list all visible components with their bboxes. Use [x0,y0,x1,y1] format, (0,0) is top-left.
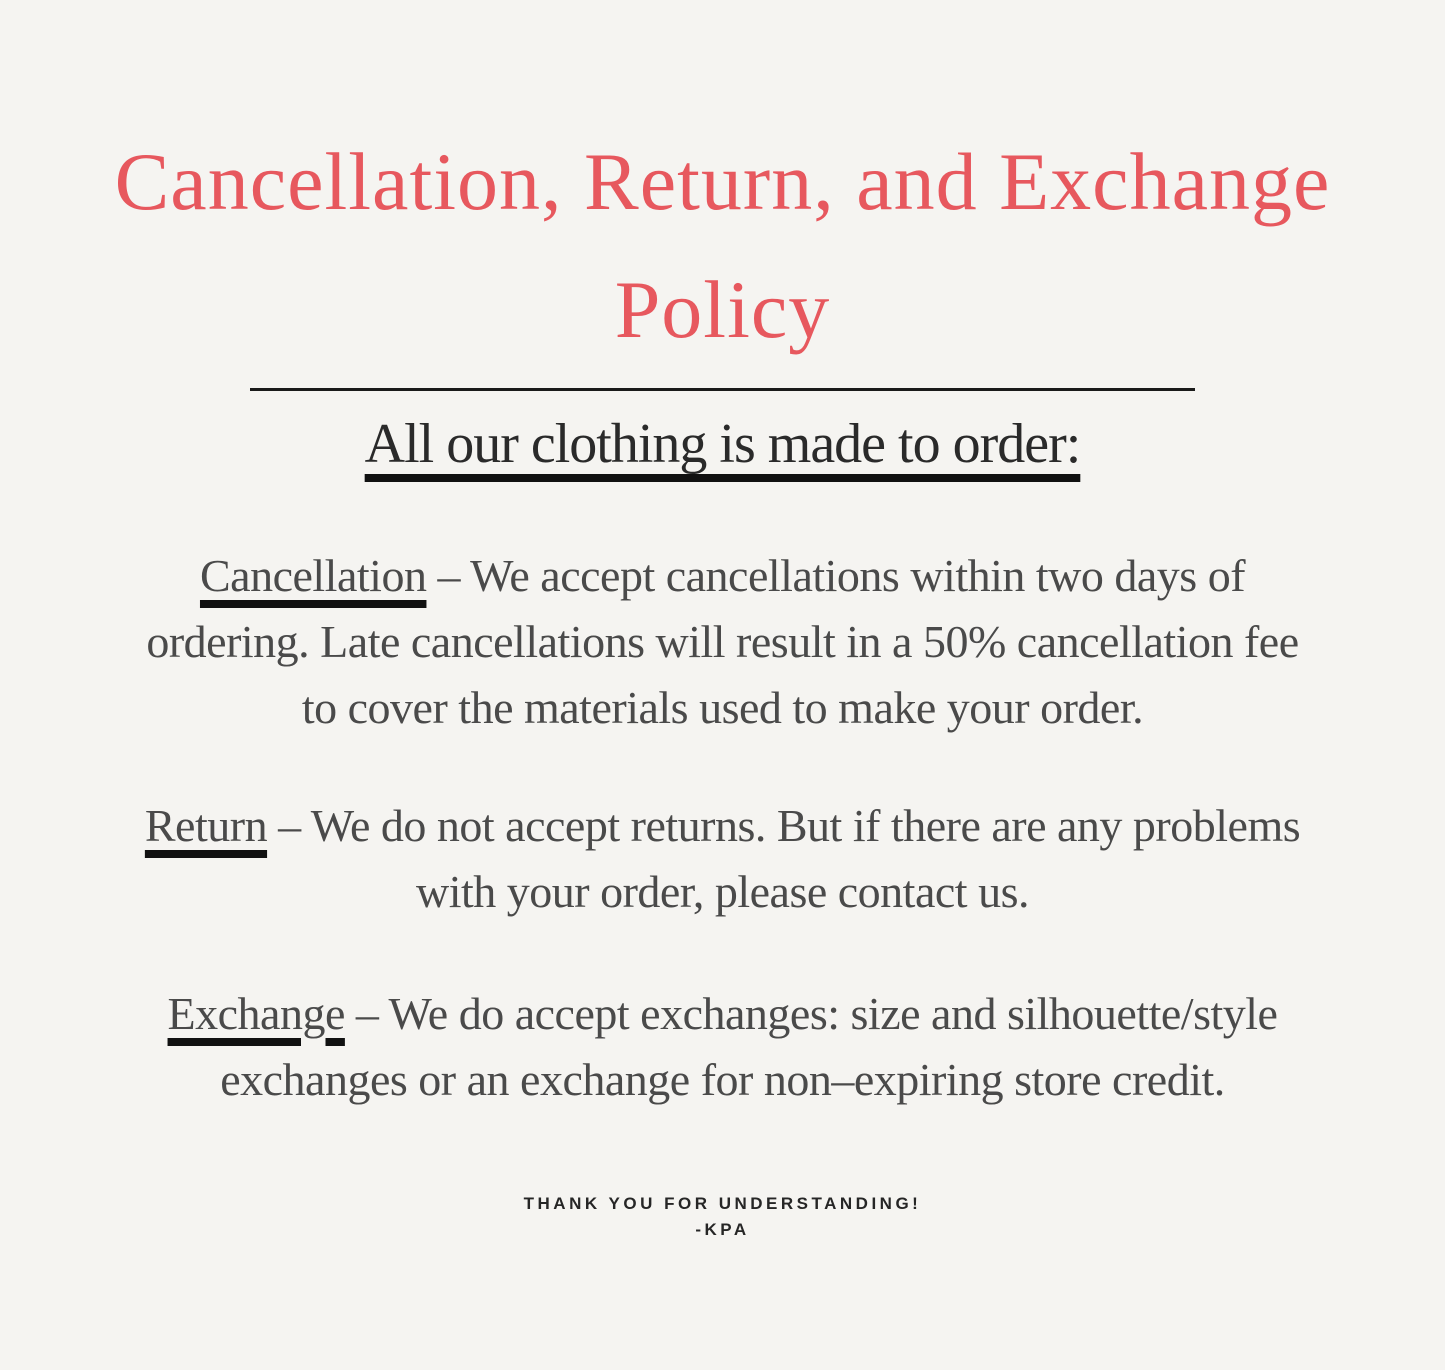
exchange-policy-line-2: exchanges or an exchange for non–expiring store credit. [220,1054,1225,1105]
page-title-line-2: Policy [614,264,831,355]
cancellation-policy-line-1 [0,543,1445,609]
footer [0,1191,1445,1243]
footer-signature: -KPA [695,1220,750,1239]
exchange-policy-paragraph [0,981,1445,1113]
return-policy-line-2: with your order, please contact us. [416,866,1029,917]
page-title-line-1: Cancellation, Return, and Exchange [114,136,1331,227]
cancellation-policy-line-3: to cover the materials used to make your order. [301,682,1144,733]
return-policy-text: – We do not accept returns. But if there are any problems [267,800,1301,851]
exchange-policy-text: – We do accept exchanges: size and silhouette/style [344,988,1278,1039]
cancellation-policy-text: – We accept cancellations within two days of [426,550,1246,601]
return-policy-line-1 [0,793,1445,859]
title-divider [250,388,1195,391]
return-term: Return [144,800,268,851]
footer-thanks: THANK YOU FOR UNDERSTANDING! [523,1194,922,1213]
exchange-policy-line-1 [0,981,1445,1047]
cancellation-policy-paragraph [0,543,1445,741]
exchange-term: Exchange [167,988,345,1039]
return-policy-paragraph [0,793,1445,925]
made-to-order-heading: All our clothing is made to order: [364,413,1081,475]
cancellation-policy-line-2: ordering. Late cancellations will result in a 50% cancellation fee [146,616,1299,667]
cancellation-term: Cancellation [199,550,427,601]
page-title [0,118,1445,374]
